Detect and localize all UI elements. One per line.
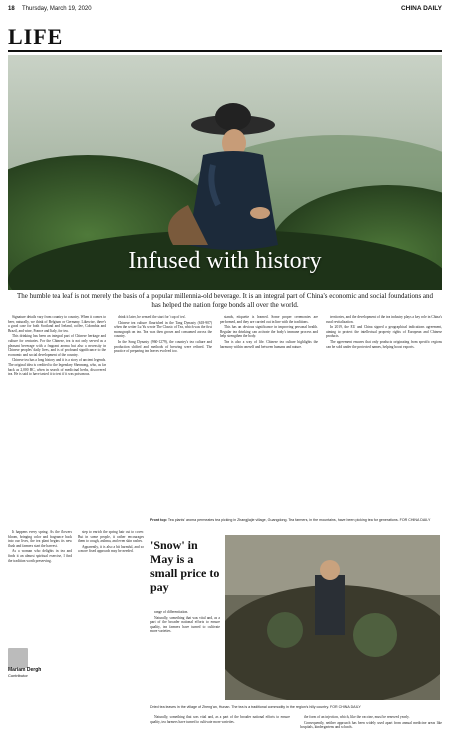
paragraph: the form of an injection, which, like the vaccine, must be renewed yearly.: [304, 715, 410, 719]
paragraph: Apparently, it is also a bit harmful, and so a more fixed approach may be needed.: [78, 544, 144, 554]
paragraph: In the Song Dynasty (960-1279), the country's tea culture and production shifted and methods of brewing were refined. The practice of preparing tea leaves evolved too.: [114, 339, 212, 354]
body-column-4: [326, 315, 442, 515]
page-number: 18: [8, 6, 15, 12]
caption-lead: Front top:: [150, 518, 167, 522]
section-rule: [8, 50, 442, 52]
lower-column-2: [78, 530, 144, 745]
inset-caption: Dried tea leaves in the village of Zheng'an, Hunan. The tea is a traditional commodity in the region's hilly country. FOR CHINA DAILY: [150, 705, 361, 709]
inset-headline: 'Snow' in May is a small price to pay: [150, 538, 220, 594]
byline: [8, 668, 58, 678]
article-headline: Infused with history: [128, 248, 322, 274]
lower-column-1: [8, 530, 72, 640]
paragraph: It happens every spring. As the flowers bloom, bringing color and fragrance back into our lives, the tea plant begins its new flush and farmers start the harvest.: [8, 530, 72, 548]
publication-logo: CHINA DAILY: [400, 5, 442, 12]
paragraph: This has an obvious significance in improving personal health. Regular tea drinking can activate the body's immune process and help strengthen the body.: [220, 325, 318, 339]
article-deck: The humble tea leaf is not merely the basis of a popular millennia-old beverage. It is an integral part of China's economic and social foundations and has helped the nation forge bonds all over the world.: [16, 292, 434, 309]
photo-caption: [150, 518, 440, 523]
caption-text: Tea plants' aroma permeates tea picking in Zhangjiajie village, Guangdong. Tea farmers, in the mountains, have been picking tea for generations. FOR CHINA DAILY: [167, 518, 431, 522]
paragraph: This drinking has been an integral part of Chinese heritage and culture for centuries. For the Chinese, tea is not only served as a pleasant beverage with a fragrant aroma but also a necessity in Chinese peoples' daily lives, and is of profound significance to the economic and social development of the country.: [8, 334, 106, 357]
paragraph: range of differentiation.: [154, 610, 189, 614]
paragraph: Chinese tea culture flourished in the Tang Dynasty (618-907) when the writer Lu Yu wrote The Classic of Tea, which was the first monograph on tea. Tea was then grown and consumed across the country.: [114, 320, 212, 339]
paragraph: drink it later, he sensed the start for 'cup of tea'.: [118, 315, 187, 319]
issue-date: Thursday, March 19, 2020: [22, 6, 92, 12]
paragraph: Naturally, something that was vital and, as a part of the broader national efforts to ensure quality, tea farmers have turned to cultivate more varieties.: [150, 615, 220, 634]
paragraph: In 2019, the EU and China signed a geographical indications agreement, aiming to protect the intellectual property rights of European and Chinese products.: [326, 325, 442, 339]
page-header: [8, 6, 442, 16]
paragraph: The agreement ensures that only products originating from specific regions can be sold under the protected names, helping boost exports.: [326, 339, 442, 349]
paragraph: Chinese tea has a long history and it is a story of ancient legends. The original idea is credited to the legendary Shennong, who, as far back as 2,000 BC, when in search of medicinal herbs, discovered tea. He is said to have tasted it to test if it was poisonous.: [8, 358, 106, 377]
lower-column-4: [300, 715, 442, 745]
avatar: [8, 648, 28, 668]
paragraph: stands, etiquette is learned. Some proper ceremonies are performed, and they are carried out in line with the traditions.: [220, 315, 318, 324]
byline-name: Mariam Dergh: [8, 667, 42, 673]
paragraph: Tea is also a way of life. Chinese tea culture highlights the harmony within oneself and between humans and nature.: [220, 339, 318, 349]
section-title: LIFE: [8, 24, 64, 49]
body-column-3: [220, 315, 318, 515]
lower-column-3: [150, 715, 290, 745]
paragraph: As a woman who delights in tea and finds it an almost spiritual exercise, I find the tradition worth preserving.: [8, 549, 72, 563]
paragraph: territories, and the development of the tea industry plays a key role in China's rural revitalization.: [326, 315, 442, 324]
byline-role: Contributor: [8, 673, 28, 678]
inset-photo: [225, 535, 440, 700]
paragraph: Naturally, something that was vital and, as a part of the broader national efforts to ensure quality, tea farmers have turned to cultivate more varieties.: [150, 715, 290, 724]
tea-leaves-photo: [225, 535, 440, 700]
body-column-2: [114, 315, 212, 515]
inset-column-1: [150, 610, 220, 705]
body-column-1: [8, 315, 106, 520]
paragraph: step to enrich the spring hair cut to cover. But in some people, it rather encourages them to cough, asthma, and even skin rashes.: [78, 530, 144, 544]
paragraph: Consequently, neither approach has been widely used apart from annual medicine areas like hospitals, kindergartens and schools.: [300, 720, 442, 730]
paragraph: Signature details vary from country to country. When it comes to beer, naturally, we think of Belgium or Germany. Likewise, there's a good case for both Scotland and Ireland, coffee, Colombia and Brazil, and wine, France and Italy, for tea.: [8, 315, 106, 333]
